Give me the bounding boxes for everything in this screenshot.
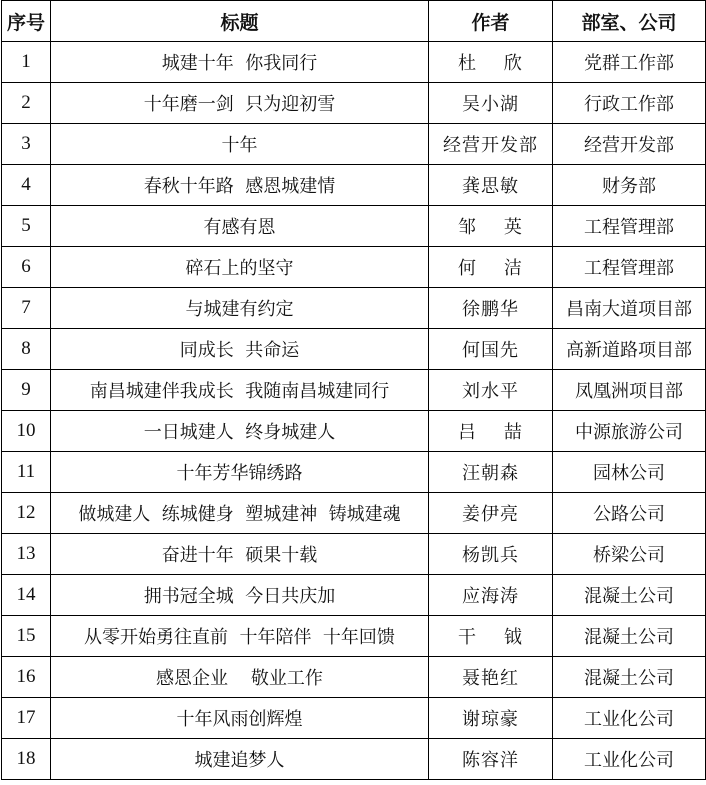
table-row	[2, 165, 706, 206]
row-title: 春秋十年路 感恩城建情	[51, 165, 429, 206]
row-title: 奋进十年 硕果十载	[51, 534, 429, 575]
row-index: 12	[2, 493, 51, 534]
row-title: 从零开始勇往直前 十年陪伴 十年回馈	[51, 616, 429, 657]
row-index: 8	[2, 329, 51, 370]
row-index: 2	[2, 83, 51, 124]
row-index: 16	[2, 657, 51, 698]
table-header	[2, 1, 706, 42]
header-department: 部室、公司	[553, 1, 706, 42]
row-department: 工业化公司	[553, 739, 706, 780]
table-row	[2, 657, 706, 698]
row-author: 杨凯兵	[429, 534, 553, 575]
row-index: 5	[2, 206, 51, 247]
header-row	[2, 1, 706, 42]
table-row	[2, 83, 706, 124]
table-row	[2, 411, 706, 452]
row-author: 应海涛	[429, 575, 553, 616]
row-title: 有感有恩	[51, 206, 429, 247]
table-row	[2, 42, 706, 83]
row-author: 姜伊亮	[429, 493, 553, 534]
row-title: 同成长 共命运	[51, 329, 429, 370]
table-body	[2, 42, 706, 780]
table-row	[2, 534, 706, 575]
row-author: 何国先	[429, 329, 553, 370]
row-index: 17	[2, 698, 51, 739]
row-author: 谢琼豪	[429, 698, 553, 739]
table-row	[2, 288, 706, 329]
table-row	[2, 616, 706, 657]
row-title: 与城建有约定	[51, 288, 429, 329]
row-author: 杜 欣	[429, 42, 553, 83]
row-index: 9	[2, 370, 51, 411]
row-department: 工程管理部	[553, 247, 706, 288]
header-author: 作者	[429, 1, 553, 42]
row-title: 一日城建人 终身城建人	[51, 411, 429, 452]
row-index: 1	[2, 42, 51, 83]
row-author: 汪朝森	[429, 452, 553, 493]
article-list-table	[1, 0, 706, 780]
table-row	[2, 452, 706, 493]
row-author: 何 洁	[429, 247, 553, 288]
table-row	[2, 329, 706, 370]
header-title: 标题	[51, 1, 429, 42]
table-row	[2, 206, 706, 247]
row-department: 行政工作部	[553, 83, 706, 124]
row-title: 城建十年 你我同行	[51, 42, 429, 83]
row-department: 园林公司	[553, 452, 706, 493]
table-row	[2, 739, 706, 780]
row-title: 南昌城建伴我成长 我随南昌城建同行	[51, 370, 429, 411]
row-department: 中源旅游公司	[553, 411, 706, 452]
row-title: 城建追梦人	[51, 739, 429, 780]
row-department: 混凝土公司	[553, 575, 706, 616]
row-author: 陈容洋	[429, 739, 553, 780]
row-department: 经营开发部	[553, 124, 706, 165]
row-department: 高新道路项目部	[553, 329, 706, 370]
row-author: 聂艳红	[429, 657, 553, 698]
row-index: 7	[2, 288, 51, 329]
row-index: 6	[2, 247, 51, 288]
row-index: 11	[2, 452, 51, 493]
row-index: 4	[2, 165, 51, 206]
row-author: 龚思敏	[429, 165, 553, 206]
table-row	[2, 247, 706, 288]
row-index: 10	[2, 411, 51, 452]
row-index: 18	[2, 739, 51, 780]
row-title: 十年	[51, 124, 429, 165]
row-department: 工业化公司	[553, 698, 706, 739]
row-author: 徐鹏华	[429, 288, 553, 329]
row-department: 昌南大道项目部	[553, 288, 706, 329]
row-department: 凤凰洲项目部	[553, 370, 706, 411]
row-index: 3	[2, 124, 51, 165]
header-index: 序号	[2, 1, 51, 42]
row-author: 刘水平	[429, 370, 553, 411]
row-title: 碎石上的坚守	[51, 247, 429, 288]
row-author: 吕 喆	[429, 411, 553, 452]
row-department: 混凝土公司	[553, 657, 706, 698]
table-row	[2, 370, 706, 411]
row-author: 干 钺	[429, 616, 553, 657]
row-department: 党群工作部	[553, 42, 706, 83]
row-title: 做城建人 练城健身 塑城建神 铸城建魂	[51, 493, 429, 534]
row-author: 邹 英	[429, 206, 553, 247]
row-department: 工程管理部	[553, 206, 706, 247]
table-row	[2, 124, 706, 165]
row-department: 混凝土公司	[553, 616, 706, 657]
row-author: 经营开发部	[429, 124, 553, 165]
row-index: 13	[2, 534, 51, 575]
table-row	[2, 493, 706, 534]
table-row	[2, 575, 706, 616]
row-department: 桥梁公司	[553, 534, 706, 575]
row-title: 十年风雨创辉煌	[51, 698, 429, 739]
row-index: 14	[2, 575, 51, 616]
row-title: 感恩企业 敬业工作	[51, 657, 429, 698]
row-department: 公路公司	[553, 493, 706, 534]
row-department: 财务部	[553, 165, 706, 206]
row-index: 15	[2, 616, 51, 657]
table-row	[2, 698, 706, 739]
row-title: 十年芳华锦绣路	[51, 452, 429, 493]
row-author: 吴小湖	[429, 83, 553, 124]
row-title: 拥书冠全城 今日共庆加	[51, 575, 429, 616]
row-title: 十年磨一剑 只为迎初雪	[51, 83, 429, 124]
